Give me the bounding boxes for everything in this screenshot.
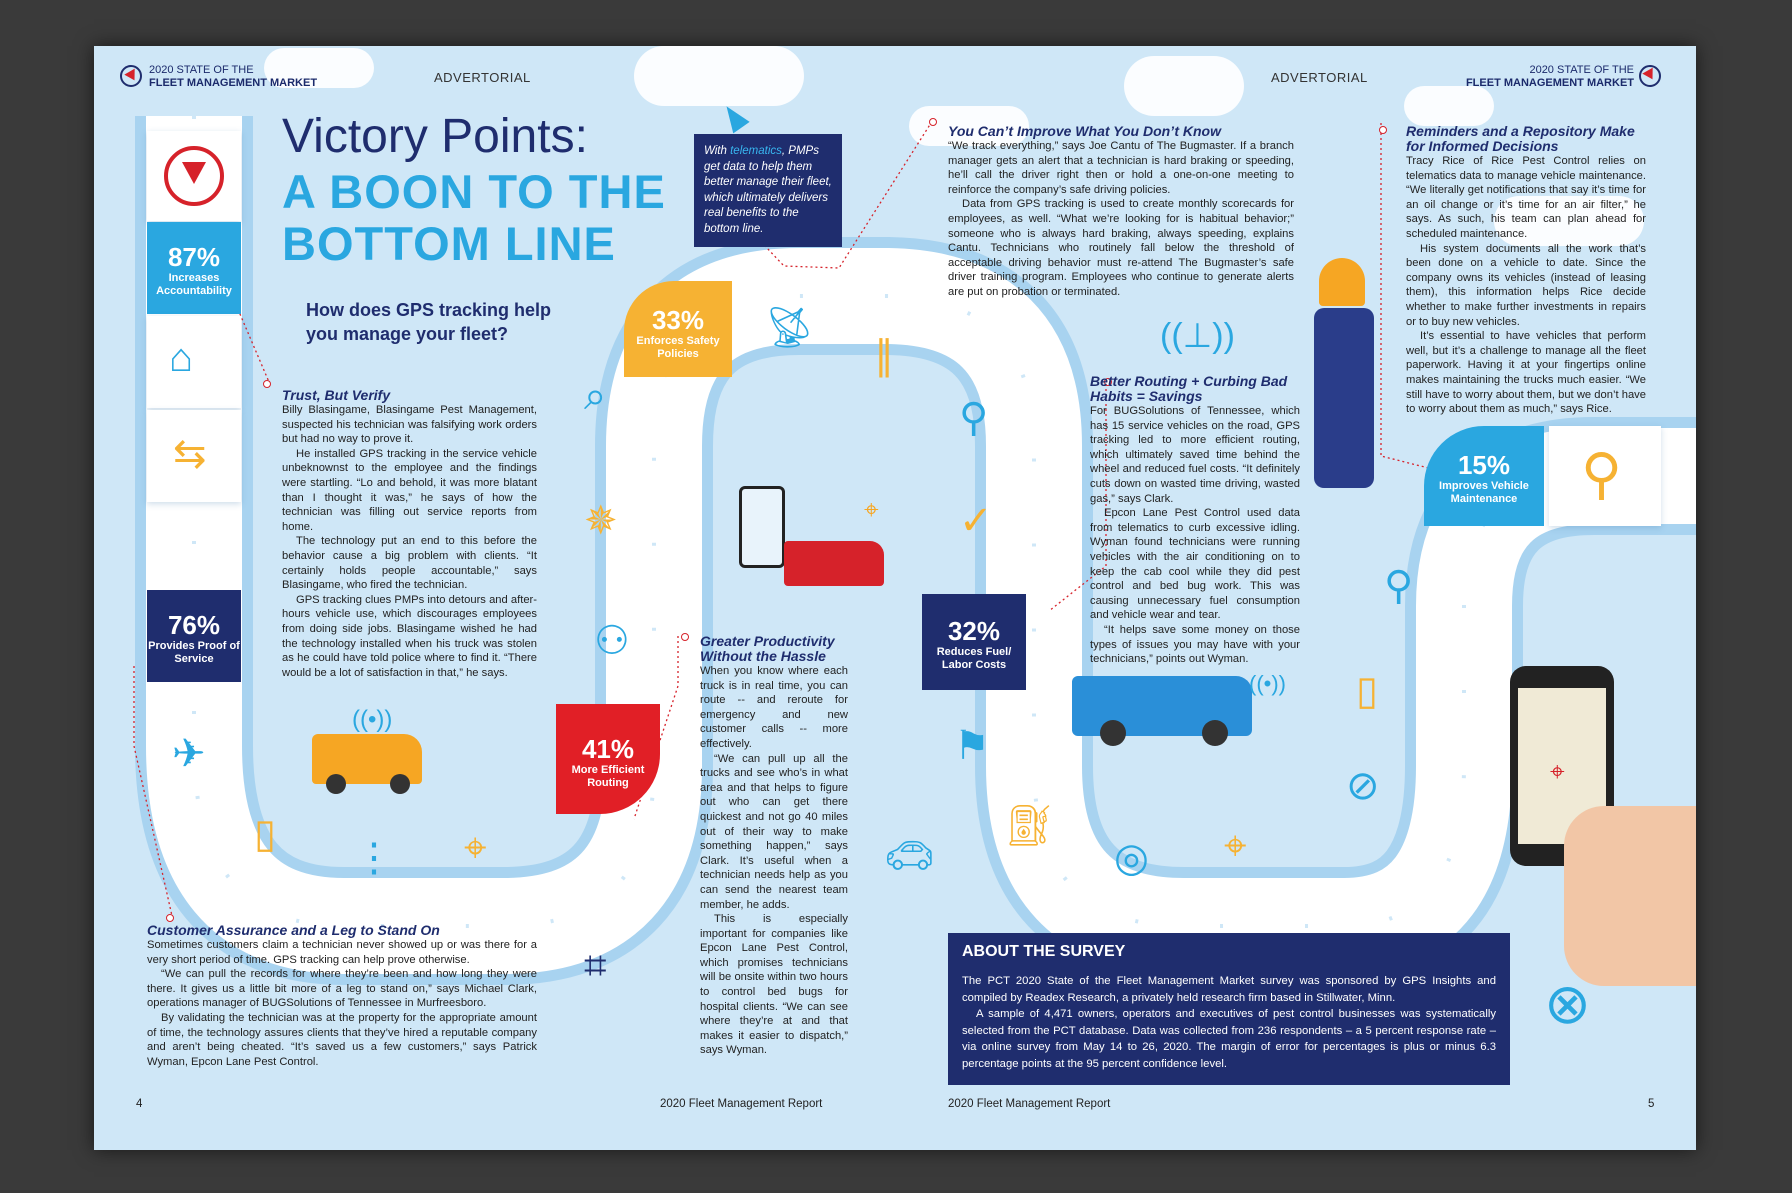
stat-33 [624, 281, 732, 377]
title-line2: A BOON TO THE [282, 165, 666, 218]
map-search-icon: ⌕ [584, 374, 607, 418]
paragraph: By validating the technician was at the property for the appropriate amount of time, the technology assures clients that they’ve hired a reputable company and aren’t being cheated. “It’s saved us a few customers,” says Patrick Wyman, Epcon Lane Pest Control. [147, 1011, 537, 1068]
advertorial-right: ADVERTORIAL [1271, 70, 1368, 85]
paragraph: Tracy Rice of Rice Pest Control relies on telematics data to manage vehicle maintenance. “We literally get notifications that say it’s time for an oil change or it’s time for an air filter,” he says. As such, his team can plan ahead for scheduled maintenance. [1406, 155, 1646, 240]
stat-41-pct: 41% [581, 734, 635, 764]
smartphone-map: ⌖ [1510, 666, 1614, 866]
satellite-icon: ✈ [172, 732, 206, 776]
map-pin-icon: ⚲ [959, 396, 989, 440]
road-icon: ∥ [874, 334, 894, 378]
globe-pin-icon: ◎ [1114, 836, 1149, 880]
paragraph: Sometimes customers claim a technician never showed up or was there for a very short period of time. GPS tracking can help prove otherwise. [147, 939, 537, 966]
hand-illustration [1564, 806, 1696, 986]
stat-15-pct: 15% [1457, 450, 1511, 480]
blue-pickup-truck [1072, 676, 1252, 736]
paragraph: His system documents all the work that’s been done on a vehicle to date. Since the company owns its vehicles (instead of leasing them), this information helps Rice decide whether to make further investments in repairs or to buy new vehicles. [1406, 242, 1646, 328]
map-pin-icon: ⌖ [464, 826, 487, 870]
paragraph: GPS tracking clues PMPs into detours and after-hours vehicle use, which discourages employees from doing side jobs. Blasingame wished he had the technology installed when his truck was stolen as he could have told police where to find it. “There would be a lot of satisfaction in that,” he says. [282, 593, 537, 679]
fuel-pump-icon: ⛽︎ [1004, 804, 1055, 848]
location-pin-icon: ⚲ [1581, 442, 1623, 505]
car-directions-icon: 🚗︎ [884, 834, 935, 878]
callout-link[interactable]: telematics [730, 145, 782, 157]
subtitle-line2: you manage your fleet? [306, 324, 509, 344]
worker-body [1314, 308, 1374, 488]
section-body [1090, 404, 1300, 667]
stat-87-pct: 87% [167, 242, 221, 272]
telematics-callout [694, 134, 842, 247]
stat-15-label: Improves Vehicle Maintenance [1439, 480, 1529, 505]
route-map-icon: ⌗ [584, 944, 607, 988]
header-left [149, 64, 317, 90]
phone-pin-icon: ▯ [1356, 669, 1379, 713]
section-heading: You Can’t Improve What You Don’t Know [948, 123, 1221, 139]
about-the-survey [948, 933, 1510, 1085]
compass-logo-icon [164, 146, 224, 206]
footer-title-left: 2020 Fleet Management Report [660, 1098, 823, 1110]
stat-87 [147, 222, 241, 314]
section-heading: Customer Assurance and a Leg to Stand On [147, 922, 440, 938]
section-body [700, 664, 848, 1058]
paragraph: “We track everything,” says Joe Cantu of The Bugmaster. If a branch manager gets an alert that a technician is hard braking or speeding, he’ll call the driver right then or hold a one-on-one meeting to reinforce the company’s safe driving policies. [948, 140, 1294, 196]
marker-dot [1379, 126, 1387, 134]
person-location-icon: ⚇ [594, 619, 630, 663]
check-pin-icon: ✓ [959, 499, 993, 543]
orange-van [312, 734, 422, 784]
marker-dot [263, 380, 271, 388]
section-assurance [147, 923, 537, 1069]
page-number-right: 5 [1648, 1098, 1655, 1110]
paragraph: For BUGSolutions of Tennessee, which has 15 service vehicles on the road, GPS tracking led to more efficient routing, which ultimately saved time behind the wheel and reduced fuel costs. “It definitely cuts down on wasted time driving, wasted gas,” says Clark. [1090, 405, 1300, 505]
paragraph: Data from GPS tracking is used to create monthly scorecards for employees, as well. “What we’re looking for is habitual behavior;” someone who is always hard braking, always speeding, explains Cantu. Technicians who routinely fall below the threshold of acceptable driving behavior must re-attend The Bugmaster’s safe driver training program. Employees who continue to generate alerts are put on probation or terminated. [948, 198, 1294, 298]
flag-icon: ⚑ [954, 724, 990, 768]
map-pin-icon: ⌖ [1224, 824, 1247, 868]
paragraph: This is especially important for companies like Epcon Lane Pest Control, which promises technicians will be onsite within two hours to control bed bugs for hospital clients. “We can see where they’re at and that makes it easier to dispatch,” says Wyman. [700, 913, 848, 1057]
header-left-line2: FLEET MANAGEMENT MARKET [149, 77, 318, 89]
stat-32 [922, 594, 1026, 690]
advertorial-left: ADVERTORIAL [434, 70, 531, 85]
wifi-icon: ((•)) [1249, 671, 1287, 696]
stat-33-label: Enforces Safety Policies [636, 335, 720, 360]
paragraph: “It helps save some money on those types of issues you may have with your technicians,” points out Wyman. [1090, 623, 1300, 666]
compass-icon: ⊘ [1346, 764, 1380, 808]
stat-76-pct: 76% [167, 610, 221, 640]
paragraph: Epcon Lane Pest Control used data from telematics to curb excessive idling. Wyman found technicians were running vehicles with the air conditioning on to keep the cab cool while they did pest control and bed bug work. This was causing unnecessary fuel consumption and vehicle wear and tear. [1090, 507, 1300, 622]
header-right-line2: FLEET MANAGEMENT MARKET [1465, 77, 1634, 89]
survey-heading: ABOUT THE SURVEY [962, 943, 1126, 960]
traffic-light-icon: ⋮ [354, 836, 394, 880]
signpost-icon: ⇆ [173, 432, 207, 476]
page-number-left: 4 [136, 1098, 143, 1110]
stat-32-pct: 32% [947, 616, 1001, 646]
section-heading: Better Routing + Curbing Bad Habits = Savings [1090, 373, 1288, 404]
section-heading: Trust, But Verify [282, 387, 391, 403]
paragraph: When you know where each truck is in real time, you can route -- and reroute for emergency and new customer calls -- more effectively. [700, 665, 848, 750]
section-productivity [700, 634, 848, 1058]
subtitle-line1: How does GPS tracking help [306, 300, 552, 320]
magazine-spread [94, 46, 1696, 1150]
broadcast-tower-icon: ((⊥)) [1160, 317, 1235, 355]
stat-33-pct: 33% [651, 305, 705, 335]
section-body [282, 403, 537, 680]
worker-illustration [1319, 258, 1365, 306]
footer-title-right: 2020 Fleet Management Report [948, 1098, 1111, 1110]
stat-41-label: More Efficient Routing [571, 764, 645, 789]
paragraph: The technology put an end to this before the behavior cause a big problem with clients. “It certainly holds people accountable,” says Blasingame, who fired the technician. [282, 535, 537, 592]
paragraph: “We can pull up all the trucks and see who’s in what area and that helps to figure out who can get there quickest and not go 40 miles out of their way to make something happen,” says Clark. It’s useful when a technician needs help as you can send the nearest team member, he adds. [700, 752, 848, 911]
section-reminders [1406, 124, 1646, 417]
satellite-dish-icon: 📡︎ [764, 306, 815, 350]
paragraph: He installed GPS tracking in the service vehicle unbeknownst to the employee and the findings were startling. “Lo and behold, it was more blatant than I thought it was,” he says of how the technician was filling out service reports from home. [282, 447, 537, 533]
title-line3: BOTTOM LINE [282, 217, 616, 270]
marker-dot [681, 633, 689, 641]
compass-rose-icon: ✵ [584, 499, 618, 543]
stat-87-label: Increases Accountability [156, 272, 232, 297]
marker-dot [166, 914, 174, 922]
header-right-line1: 2020 STATE OF THE [1529, 64, 1634, 76]
section-heading: Greater Productivity Without the Hassle [700, 633, 835, 664]
title-line1: Victory Points: [282, 110, 588, 163]
house-location-icon: ⌂ [169, 336, 194, 380]
paragraph: The PCT 2020 State of the Fleet Management Market survey was sponsored by GPS Insights and compiled by Readex Research, a privately held research firm based in Stillwater, Minn. [962, 975, 1496, 1004]
paragraph: A sample of 4,471 owners, operators and executives of pest control businesses was systematically selected from the PCT database. Data was collected from 236 respondents – a 5 percent response rate – via online survey from May 14 to 26, 2020. The margin of error for percentages is plus or minus 6.3 percentage points at the 95 percent confidence level. [962, 1008, 1496, 1070]
tile-logo [147, 131, 241, 221]
section-body [147, 938, 537, 1069]
section-improve [948, 124, 1294, 300]
subtitle-question [306, 298, 551, 346]
tile [1549, 426, 1661, 526]
paragraph: “We can pull the records for where they’re been and how long they were there. It gives us a little bit more of a leg to stand on,” says Michael Clark, operations manager of BUGSolutions of Tennessee in Murfreesboro. [147, 968, 537, 1010]
logo-compass-icon [120, 65, 142, 87]
tile [147, 316, 241, 408]
marker-dot [929, 118, 937, 126]
compass-target-icon: ⊗ [1544, 972, 1591, 1035]
section-trust [282, 388, 537, 680]
section-routing [1090, 374, 1300, 667]
section-heading: Reminders and a Repository Make for Informed Decisions [1406, 123, 1635, 154]
stat-32-label: Reduces Fuel/ Labor Costs [936, 646, 1012, 671]
section-body [1406, 154, 1646, 417]
header-right [1464, 64, 1634, 90]
city-illustration: ⌖ [714, 486, 914, 596]
survey-body [962, 973, 1496, 1072]
tile [147, 410, 241, 502]
callout-prefix: With [704, 145, 731, 157]
header-left-line1: 2020 STATE OF THE [149, 64, 254, 76]
paragraph: It’s essential to have vehicles that perform well, but it’s a challenge to manage all the fleet paperwork. Having it at your fingertips online makes maintaining the trucks much easier. “We still have to worry about them, but we don’t have to worry about them as much,” says Rice. [1406, 330, 1646, 416]
paragraph: Billy Blasingame, Blasingame Pest Management, suspected his technician was falsifying work orders but had no way to prove it. [282, 404, 537, 446]
wifi-icon: ((•)) [352, 706, 393, 733]
logo-compass-icon [1639, 65, 1661, 87]
callout-text: , PMPs get data to help them better manage their fleet, which ultimately delivers real benefits to the bottom line. [704, 145, 832, 235]
stat-76 [147, 590, 241, 682]
phone-pin-icon: ▯ [254, 812, 277, 856]
map-pin-icon: ⚲ [1384, 564, 1414, 608]
section-body [948, 139, 1294, 300]
stat-76-label: Provides Proof of Service [148, 640, 240, 665]
